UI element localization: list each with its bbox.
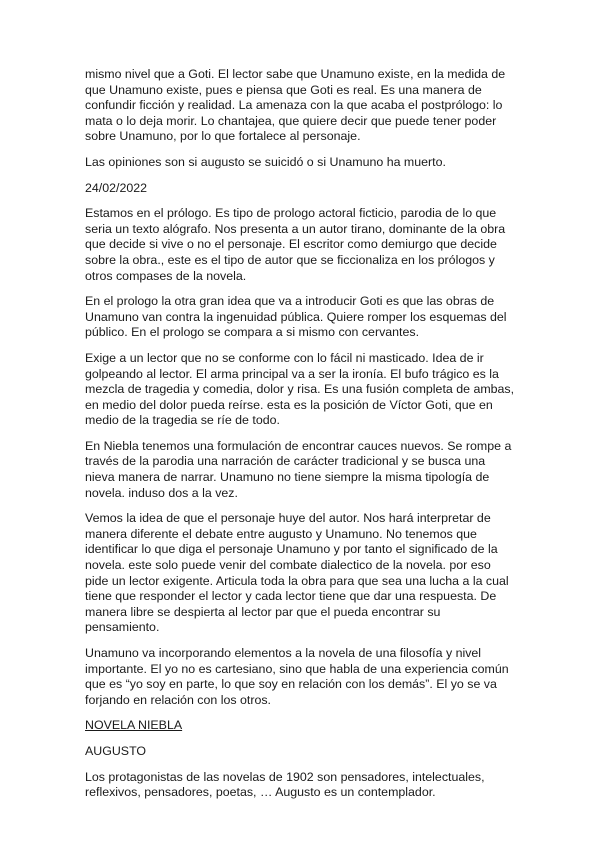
paragraph-protagonists: Los protagonistas de las novelas de 1902 son pensadores, intelectuales, reflexivos, pensadores, poetas, … Augusto es un contemplador.: [85, 769, 485, 800]
subsection-heading: AUGUSTO: [85, 743, 147, 758]
paragraph-new-channels: En Niebla tenemos una formulación de encontrar cauces nuevos. Se rompe a través de la parodia una narración de carácter tradicional y se busca una nieva manera de narrar. Unamuno no tiene siempre la misma tipología de novela. induso dos a la vez.: [85, 438, 512, 500]
paragraph-character-flees: Vemos la idea de que el personaje huye del autor. Nos hará interpretar de manera diferente el debate entre augusto y Unamuno. No tenemos que identificar lo que diga el personaje Unamuno y por tanto el significado de la novela. este solo puede venir del combate dialectico de la novela. por eso pide un lector exigente. Articula toda la obra para que sea una lucha a la cual tiene que responder el lector y cada lector tiene que dar una respuesta. De manera libre se despierta al lector par que el pueda encontrar su pensamiento.: [85, 511, 509, 635]
document-body: [85, 67, 517, 811]
paragraph-public-ingenuity: En el prologo la otra gran idea que va a introducir Goti es que las obras de Unamuno van contra la ingenuidad pública. Quiere romper los esquemas del público. En el prologo se compara a si mismo con cervantes.: [85, 294, 507, 340]
paragraph-prologue: Estamos en el prólogo. Es tipo de prologo actoral ficticio, parodia de lo que seria un texto alógrafo. Nos presenta a un autor tirano, dominante de la obra que decide si vive o no el personaje. El escritor como demiurgo que decide sobre la obra., este es el tipo de autor que se ficcionaliza en los prólogos y otros compases de la novela.: [85, 206, 506, 283]
date-heading: 24/02/2022: [85, 180, 148, 195]
paragraph-opinions: Las opiniones son si augusto se suicidó o si Unamuno ha muerto.: [85, 154, 446, 169]
paragraph-goti-level: mismo nivel que a Goti. El lector sabe que Unamuno existe, en la medida de que Unamuno existe, pues e piensa que Goti es real. Es una manera de confundir ficción y realidad. La amenaza con la que acaba el postprólogo: lo mata o lo deja morir. Lo chantajea, que quiere decir que puede tener poder sobre Unamuno, por lo que fortalece al personaje.: [85, 67, 506, 144]
paragraph-demanding-reader: Exige a un lector que no se conforme con lo fácil ni masticado. Idea de ir golpeando al lector. El arma principal va a ser la ironía. El bufo trágico es la mezcla de tragedia y comedia, dolor y risa. Es una fusión completa de ambas, en medio del dolor pueda reírse. esta es la posición de Víctor Goti, que en medio de la tragedia se ríe de todo.: [85, 350, 515, 428]
paragraph-philosophy: Unamuno va incorporando elementos a la novela de una filosofía y nivel importante. El yo no es cartesiano, sino que habla de una experiencia común que es “yo soy en parte, lo que soy en relación con los demás”. El yo se va forjando en relación con los otros.: [85, 646, 509, 707]
section-heading: NOVELA NIEBLA: [85, 718, 183, 733]
